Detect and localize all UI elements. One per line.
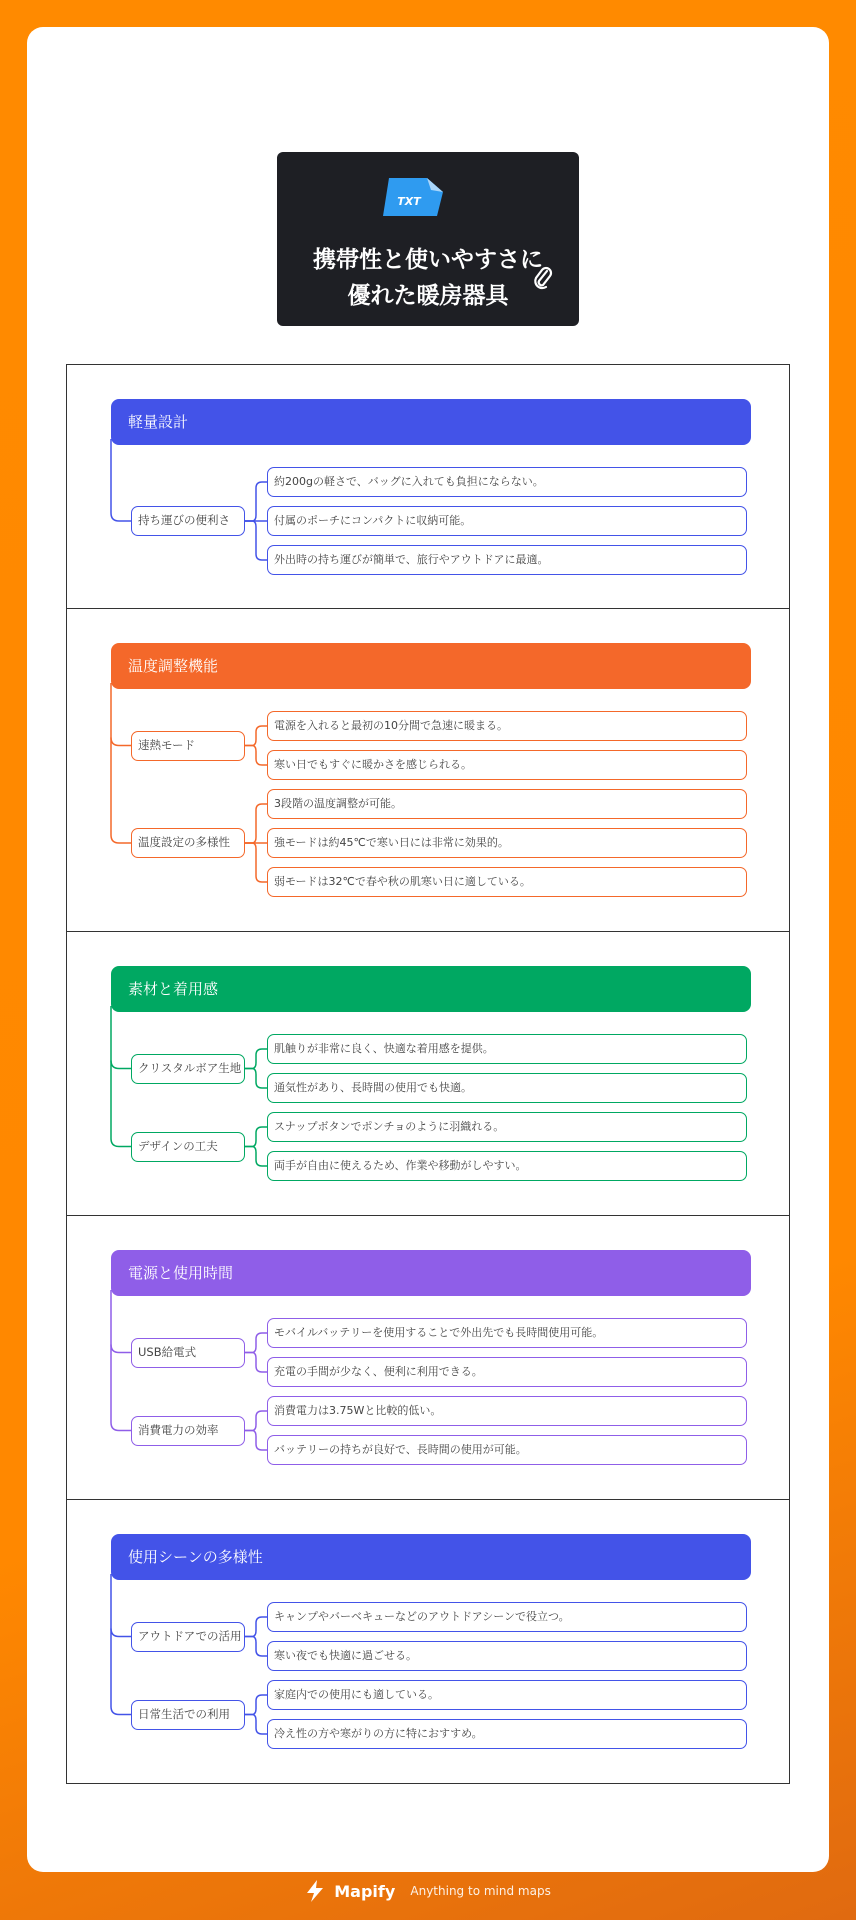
footer-brand[interactable]: Mapify bbox=[334, 1881, 396, 1901]
connector-line bbox=[245, 1147, 267, 1167]
branch-node[interactable]: 軽量設計 bbox=[111, 399, 751, 445]
leaf-node[interactable]: 弱モードは32℃で春や秋の肌寒い日に適している。 bbox=[267, 867, 747, 897]
connector-line bbox=[245, 1695, 267, 1715]
sub-node[interactable]: 持ち運びの便利さ bbox=[131, 506, 245, 536]
connector-line bbox=[111, 738, 131, 746]
branch-node[interactable]: 温度調整機能 bbox=[111, 643, 751, 689]
connector-line bbox=[245, 804, 267, 843]
sub-node[interactable]: クリスタルボア生地 bbox=[131, 1054, 245, 1084]
connector-line bbox=[111, 1139, 131, 1147]
connector-line bbox=[111, 1345, 131, 1353]
branch-node[interactable]: 使用シーンの多様性 bbox=[111, 1534, 751, 1580]
connector-line bbox=[245, 1617, 267, 1637]
connector-line bbox=[245, 1637, 267, 1657]
txt-icon-label: TXT bbox=[397, 195, 421, 208]
branches-container bbox=[66, 364, 790, 1784]
leaf-node[interactable]: バッテリーの持ちが良好で、長時間の使用が可能。 bbox=[267, 1435, 747, 1465]
branch-section bbox=[66, 1216, 790, 1500]
connector-line bbox=[245, 1333, 267, 1353]
leaf-node[interactable]: モバイルバッテリーを使用することで外出先でも長時間使用可能。 bbox=[267, 1318, 747, 1348]
connector-line bbox=[245, 1431, 267, 1451]
connector-line bbox=[245, 1353, 267, 1373]
sub-node[interactable]: USB給電式 bbox=[131, 1338, 245, 1368]
paperclip-icon[interactable] bbox=[532, 265, 554, 291]
leaf-node[interactable]: 電源を入れると最初の10分間で急速に暖まる。 bbox=[267, 711, 747, 741]
leaf-node[interactable]: 寒い夜でも快適に過ごせる。 bbox=[267, 1641, 747, 1671]
branch-section bbox=[66, 609, 790, 932]
branch-section bbox=[66, 932, 790, 1216]
connector-line bbox=[111, 1423, 131, 1431]
leaf-node[interactable]: 消費電力は3.75Wと比較的低い。 bbox=[267, 1396, 747, 1426]
leaf-node[interactable]: スナップボタンでポンチョのように羽織れる。 bbox=[267, 1112, 747, 1142]
connector-line bbox=[245, 843, 267, 882]
connector-line bbox=[245, 726, 267, 746]
branch-node[interactable]: 素材と着用感 bbox=[111, 966, 751, 1012]
txt-file-icon bbox=[381, 176, 445, 218]
sub-node[interactable]: 日常生活での利用 bbox=[131, 1700, 245, 1730]
footer bbox=[0, 1880, 856, 1902]
sub-node[interactable]: 速熱モード bbox=[131, 731, 245, 761]
leaf-node[interactable]: 強モードは約45℃で寒い日には非常に効果的。 bbox=[267, 828, 747, 858]
connector-line bbox=[111, 1061, 131, 1069]
sub-node[interactable]: アウトドアでの活用 bbox=[131, 1622, 245, 1652]
connector-line bbox=[245, 482, 267, 521]
leaf-node[interactable]: 付属のポーチにコンパクトに収納可能。 bbox=[267, 506, 747, 536]
connector-line bbox=[245, 1049, 267, 1069]
leaf-node[interactable]: 両手が自由に使えるため、作業や移動がしやすい。 bbox=[267, 1151, 747, 1181]
sub-node[interactable]: 温度設定の多様性 bbox=[131, 828, 245, 858]
connector-line bbox=[111, 835, 131, 843]
leaf-node[interactable]: 3段階の温度調整が可能。 bbox=[267, 789, 747, 819]
sub-node[interactable]: デザインの工夫 bbox=[131, 1132, 245, 1162]
connector-line bbox=[245, 521, 267, 560]
leaf-node[interactable]: 外出時の持ち運びが簡単で、旅行やアウトドアに最適。 bbox=[267, 545, 747, 575]
branch-node[interactable]: 電源と使用時間 bbox=[111, 1250, 751, 1296]
sub-node[interactable]: 消費電力の効率 bbox=[131, 1416, 245, 1446]
connector-line bbox=[245, 1127, 267, 1147]
root-title-line2: 優れた暖房器具 bbox=[347, 283, 509, 309]
connector-line bbox=[111, 513, 131, 521]
connector-line bbox=[111, 1629, 131, 1637]
footer-tagline: Anything to mind maps bbox=[410, 1884, 551, 1898]
leaf-node[interactable]: 充電の手間が少なく、便利に利用できる。 bbox=[267, 1357, 747, 1387]
mapify-logo-icon bbox=[305, 1880, 325, 1902]
connector-line bbox=[245, 1069, 267, 1089]
leaf-node[interactable]: 冷え性の方や寒がりの方に特におすすめ。 bbox=[267, 1719, 747, 1749]
leaf-node[interactable]: 家庭内での使用にも適している。 bbox=[267, 1680, 747, 1710]
mindmap-card bbox=[27, 27, 829, 1872]
leaf-node[interactable]: 寒い日でもすぐに暖かさを感じられる。 bbox=[267, 750, 747, 780]
leaf-node[interactable]: キャンプやバーベキューなどのアウトドアシーンで役立つ。 bbox=[267, 1602, 747, 1632]
connector-line bbox=[245, 746, 267, 766]
leaf-node[interactable]: 約200gの軽さで、バッグに入れても負担にならない。 bbox=[267, 467, 747, 497]
leaf-node[interactable]: 肌触りが非常に良く、快適な着用感を提供。 bbox=[267, 1034, 747, 1064]
root-title-line1: 携帯性と使いやすさに bbox=[313, 247, 543, 273]
leaf-node[interactable]: 通気性があり、長時間の使用でも快適。 bbox=[267, 1073, 747, 1103]
branch-section bbox=[66, 364, 790, 609]
connector-line bbox=[111, 1707, 131, 1715]
connector-line bbox=[245, 1411, 267, 1431]
connector-line bbox=[245, 1715, 267, 1735]
root-node[interactable] bbox=[277, 152, 579, 326]
branch-section bbox=[66, 1500, 790, 1784]
